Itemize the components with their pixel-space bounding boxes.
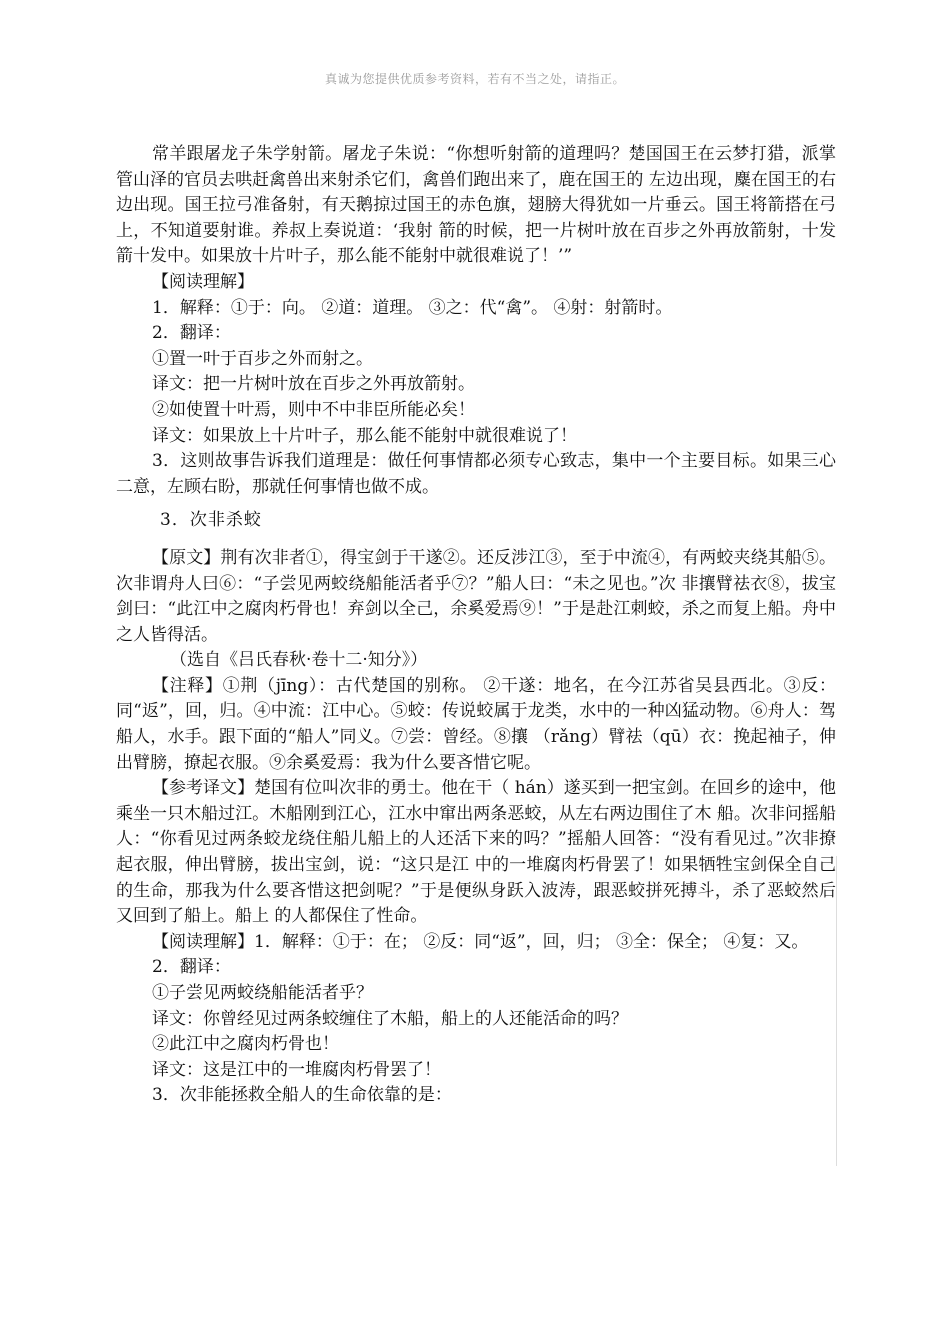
- story2-original-text: 【原文】荆有次非者①，得宝剑于干遂②。还反涉江③，至于中流④，有两蛟夹绕其船⑤。次非谓舟人曰⑥：“子尝见两蛟绕船能活者乎⑦？”船人曰：“未之见也。”次 非攘臂祛衣⑧，拔宝剑曰：“此江中之腐肉朽骨也！弃剑以全己，余奚爱焉⑨！”于是赴江刺蛟，杀之而复上船。舟中之人皆得活。: [116, 547, 836, 645]
- story2-heading: 3．次非杀蛟: [160, 510, 262, 531]
- story1-reading-title: 【阅读理解】: [152, 271, 254, 292]
- header-note: 真诚为您提供优质参考资料，若有不当之处，请指正。: [324, 72, 625, 86]
- story1-question-2: 2．翻译：: [152, 323, 231, 344]
- story2-translation-1: 译文：你曾经见过两条蛟缠住了木船，船上的人还能活命的吗？: [152, 1008, 628, 1029]
- story1-translation-1: 译文：把一片树叶放在百步之外再放箭射。: [152, 374, 475, 395]
- document-body: [116, 142, 836, 1109]
- story2-source: （选自《吕氏春秋·卷十二·知分》）: [170, 650, 428, 671]
- story1-sentence-2: ②如使置十叶焉，则中不中非臣所能必矣！: [152, 399, 475, 420]
- story2-translation-2: 译文：这是江中的一堆腐肉朽骨罢了！: [152, 1059, 441, 1080]
- story2-sentence-2: ②此江中之腐肉朽骨也！: [152, 1034, 339, 1055]
- story1-paragraph: 常羊跟屠龙子朱学射箭。屠龙子朱说：“你想听射箭的道理吗？楚国国王在云梦打猎，派掌管山泽的官员去哄赶禽兽出来射杀它们，禽兽们跑出来了，鹿在国王的 左边出现，麋在国王的右边出现。国王拉弓准备射，有天鹅掠过国王的赤色旗，翅膀大得犹如一片垂云。国王将箭搭在弓上，不知道要射谁。养叔上奏说道：‘我射 箭的时候，把一片树叶放在百步之外再放箭射，十发箭十发中。如果放十片叶子，那么能不能射中就很难说了！’”: [116, 144, 836, 267]
- story1-question-3: 3．这则故事告诉我们道理是：做任何事情都必须专心致志，集中一个主要目标。如果三心二意，左顾右盼，那就任何事情也做不成。: [116, 451, 836, 497]
- margin-rule: [836, 856, 837, 1166]
- story2-question-3: 3．次非能拯救全船人的生命依靠的是：: [152, 1085, 452, 1106]
- story2-sentence-1: ①子尝见两蛟绕船能活者乎？: [152, 983, 373, 1003]
- story1-translation-2: 译文：如果放上十片叶子，那么能不能射中就很难说了！: [152, 425, 577, 446]
- story2-reading-question-1: 【阅读理解】1．解释：①于：在； ②反：同“返”，回，归； ③全：保全； ④复：又。: [152, 931, 809, 952]
- story2-translation: 【参考译文】楚国有位叫次非的勇士。他在干（ hán）遂买到一把宝剑。在回乡的途中，他乘坐一只木船过江。木船刚到江心，江水中窜出两条恶蛟，从左右两边围住了木 船。次非问摇船人：“你看见过两条蛟龙绕住船儿船上的人还活下来的吗？”摇船人回答：“没有看见过。”次非撩起衣服，伸出臂膀，拔出宝剑，说：“这只是江 中的一堆腐肉朽骨罢了！如果牺牲宝剑保全自己的生命，那我为什么要吝惜这把剑呢？”于是便纵身跃入波涛，跟恶蛟拼死搏斗，杀了恶蛟然后又回到了船上。船上 的人都保住了性命。: [116, 778, 836, 927]
- story2-question-2: 2．翻译：: [152, 957, 231, 978]
- story1-sentence-1: ①置一叶于百步之外而射之。: [152, 348, 373, 369]
- story2-notes: 【注释】①荆（jīng）：古代楚国的别称。 ②干遂：地名，在今江苏省吴县西北。③反：同“返”，回，归。④中流：江中心。⑤蛟：传说蛟属于龙类，水中的一种凶猛动物。⑥舟人：驾船人，水手。跟下面的“船人”同义。⑦尝：曾经。⑧攘 （rǎng）臂祛（qū）衣：挽起袖子，伸出臂膀，撩起衣服。⑨余奚爱焉：我为什么要吝惜它呢。: [116, 675, 836, 773]
- story1-question-1: 1．解释：①于：向。 ②道：道理。 ③之：代“禽”。 ④射：射箭时。: [152, 297, 673, 318]
